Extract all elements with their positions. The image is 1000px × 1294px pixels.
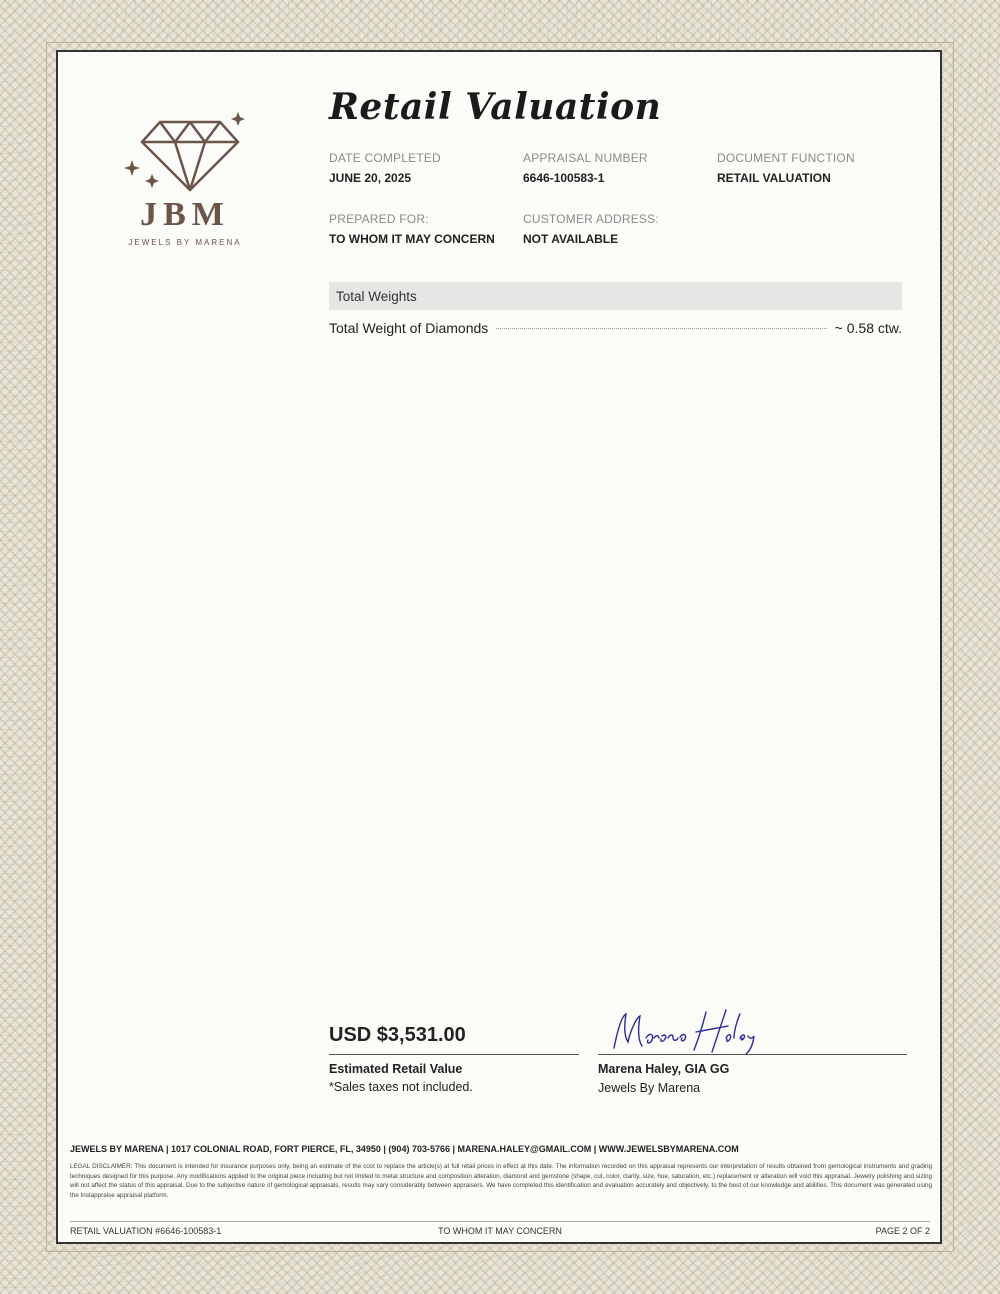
signature-divider	[598, 1054, 907, 1055]
date-completed-field	[329, 151, 441, 185]
appraisal-number-field	[523, 151, 648, 185]
footer-document-id: RETAIL VALUATION #6646-100583-1	[70, 1226, 222, 1236]
price-divider	[329, 1054, 579, 1055]
legal-disclaimer: LEGAL DISCLAIMER: This document is intended for insurance purposes only, being an estimate of the cost to replace the article(s) at full retail prices in effect at this date. The information recorded on this appraisal represents our interpretation of results obtained from gemological instruments and grading techniques designed for this purpose. Any modifications applied to the original piece including but not limited to metal structure and composition alteration, diamond and gemstone (shape, cut, color, clarity, size, hue, saturation, etc.) replacement or alteration will void this appraisal. Jewelry polishing and sizing will not affect the status of this appraisal. Due to the subjective nature of gemological appraisals, results may vary considerably between appraisers. We have completed this identification and evaluation accurately and objectively, to the best of our knowledge and abilities. This document was generated using the Instappraise appraisal platform.	[70, 1163, 932, 1199]
customer-address-field	[523, 212, 659, 246]
prepared-for-label: PREPARED FOR:	[329, 212, 429, 226]
appraiser-name: Marena Haley, GIA GG	[598, 1062, 730, 1076]
logo-letters: JBM	[140, 196, 230, 233]
diamond-logo-icon	[120, 108, 250, 198]
document-function-value: RETAIL VALUATION	[717, 171, 831, 185]
appraiser-company: Jewels By Marena	[598, 1081, 701, 1095]
total-weight-label: Total Weight of Diamonds	[329, 320, 489, 336]
page-title: Retail Valuation	[329, 86, 662, 128]
appraisal-number-label: APPRAISAL NUMBER	[523, 151, 648, 165]
appraiser-signature	[610, 1008, 770, 1058]
prepared-for-value: TO WHOM IT MAY CONCERN	[329, 232, 495, 246]
retail-value-amount: USD $3,531.00	[329, 1024, 466, 1046]
company-logo	[120, 108, 250, 253]
sales-tax-note: *Sales taxes not included.	[329, 1080, 473, 1094]
appraisal-number-value: 6646-100583-1	[523, 171, 605, 185]
footer-contact: JEWELS BY MARENA | 1017 COLONIAL ROAD, FORT PIERCE, FL, 34950 | (904) 703-5766 | MARENA.HALEY@GMAIL.COM | WWW.JEWELSBYMARENA.COM	[70, 1144, 739, 1154]
footer-divider	[70, 1221, 930, 1222]
customer-address-value: NOT AVAILABLE	[523, 232, 619, 246]
prepared-for-field	[329, 212, 495, 246]
dot-leader	[496, 328, 826, 329]
retail-value-label: Estimated Retail Value	[329, 1062, 463, 1076]
date-completed-label: DATE COMPLETED	[329, 151, 441, 165]
footer-recipient: TO WHOM IT MAY CONCERN	[438, 1226, 562, 1236]
document-function-label: DOCUMENT FUNCTION	[717, 151, 855, 165]
document-function-field	[717, 151, 855, 185]
logo-subtitle: JEWELS BY MARENA	[128, 238, 242, 247]
page-number: PAGE 2 OF 2	[875, 1226, 930, 1236]
customer-address-label: CUSTOMER ADDRESS:	[523, 212, 659, 226]
date-completed-value: JUNE 20, 2025	[329, 171, 412, 185]
total-weight-row	[329, 320, 902, 338]
total-weight-value: ~ 0.58 ctw.	[834, 320, 902, 336]
total-weights-header: Total Weights	[329, 282, 902, 310]
